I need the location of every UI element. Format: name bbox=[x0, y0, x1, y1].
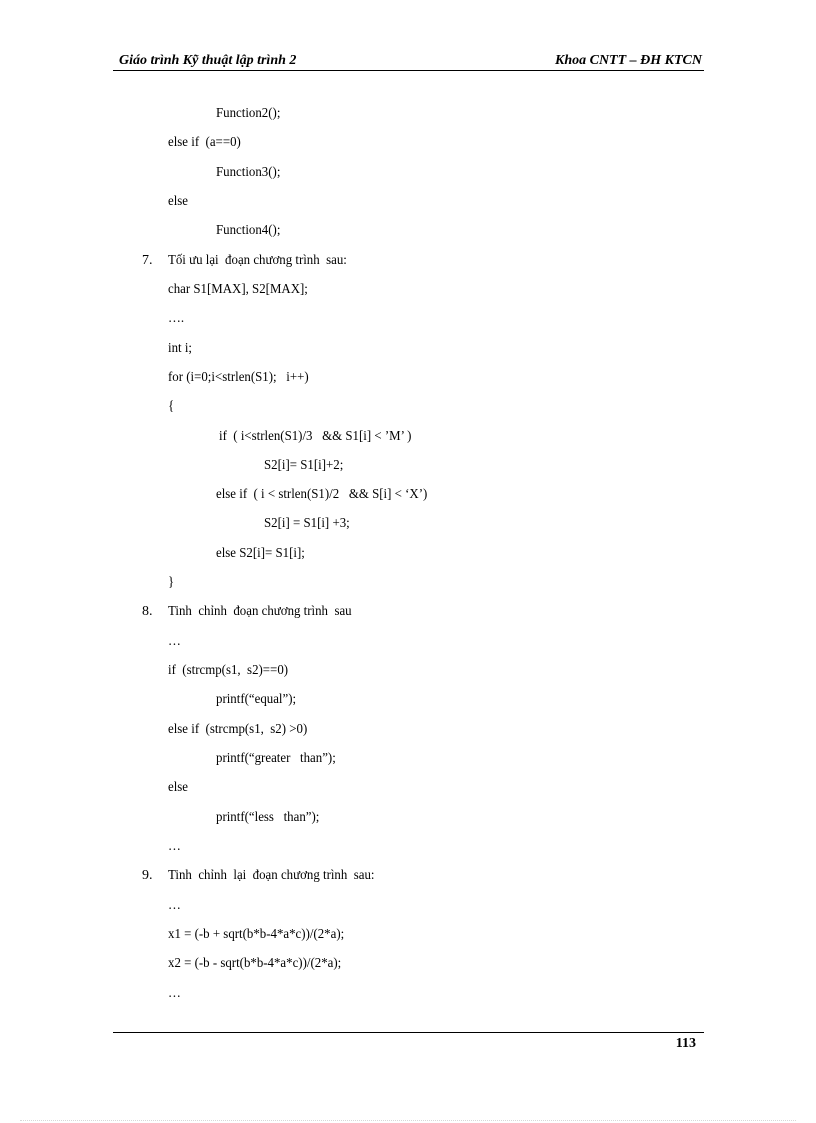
code-line: char S1[MAX], S2[MAX]; bbox=[168, 282, 308, 297]
code-line: { bbox=[168, 399, 175, 414]
code-line: Function2(); bbox=[216, 106, 281, 121]
item-number: 7. bbox=[142, 253, 153, 268]
code-line: S2[i]= S1[i]+2; bbox=[264, 458, 344, 473]
code-line: else if ( i < strlen(S1)/2 && S[i] < ‘X’) bbox=[216, 487, 428, 502]
exercise-prompt: Tinh chỉnh lại đoạn chương trình sau: bbox=[168, 868, 375, 883]
code-line: Function3(); bbox=[216, 165, 281, 180]
code-line: for (i=0;i<strlen(S1); i++) bbox=[168, 370, 309, 385]
code-line: printf(“equal”); bbox=[216, 692, 297, 707]
exercise-prompt: Tinh chỉnh đoạn chương trình sau bbox=[168, 604, 352, 619]
code-line: int i; bbox=[168, 341, 192, 356]
code-line: … bbox=[168, 986, 181, 1001]
code-line: if (strcmp(s1, s2)==0) bbox=[168, 663, 289, 678]
footer-divider bbox=[113, 1032, 704, 1033]
code-line: printf(“greater than”); bbox=[216, 751, 336, 766]
code-line: x1 = (-b + sqrt(b*b-4*a*c))/(2*a); bbox=[168, 927, 345, 942]
page-edge-divider bbox=[20, 1120, 796, 1121]
code-line: S2[i] = S1[i] +3; bbox=[264, 516, 350, 531]
code-line: printf(“less than”); bbox=[216, 810, 320, 825]
code-line: … bbox=[168, 634, 181, 649]
page-header bbox=[113, 52, 704, 71]
exercise-prompt: Tối ưu lại đoạn chương trình sau: bbox=[168, 253, 347, 268]
code-line: x2 = (-b - sqrt(b*b-4*a*c))/(2*a); bbox=[168, 956, 342, 971]
code-line: …. bbox=[168, 311, 185, 326]
code-line: else if (strcmp(s1, s2) >0) bbox=[168, 722, 308, 737]
item-number: 8. bbox=[142, 604, 153, 619]
code-line: else bbox=[168, 780, 189, 795]
code-line: … bbox=[168, 839, 181, 854]
code-line: else S2[i]= S1[i]; bbox=[216, 546, 305, 561]
code-line: … bbox=[168, 898, 181, 913]
code-line: if ( i<strlen(S1)/3 && S1[i] < ’M’ ) bbox=[219, 429, 412, 444]
code-line: else bbox=[168, 194, 189, 209]
code-line: Function4(); bbox=[216, 223, 281, 238]
header-title: Giáo trình Kỹ thuật lập trình 2 bbox=[119, 53, 297, 68]
code-line: } bbox=[168, 575, 175, 590]
page-number: 113 bbox=[675, 1036, 696, 1051]
item-number: 9. bbox=[142, 868, 153, 883]
header-department: Khoa CNTT – ĐH KTCN bbox=[554, 53, 702, 68]
code-line: else if (a==0) bbox=[168, 135, 241, 150]
